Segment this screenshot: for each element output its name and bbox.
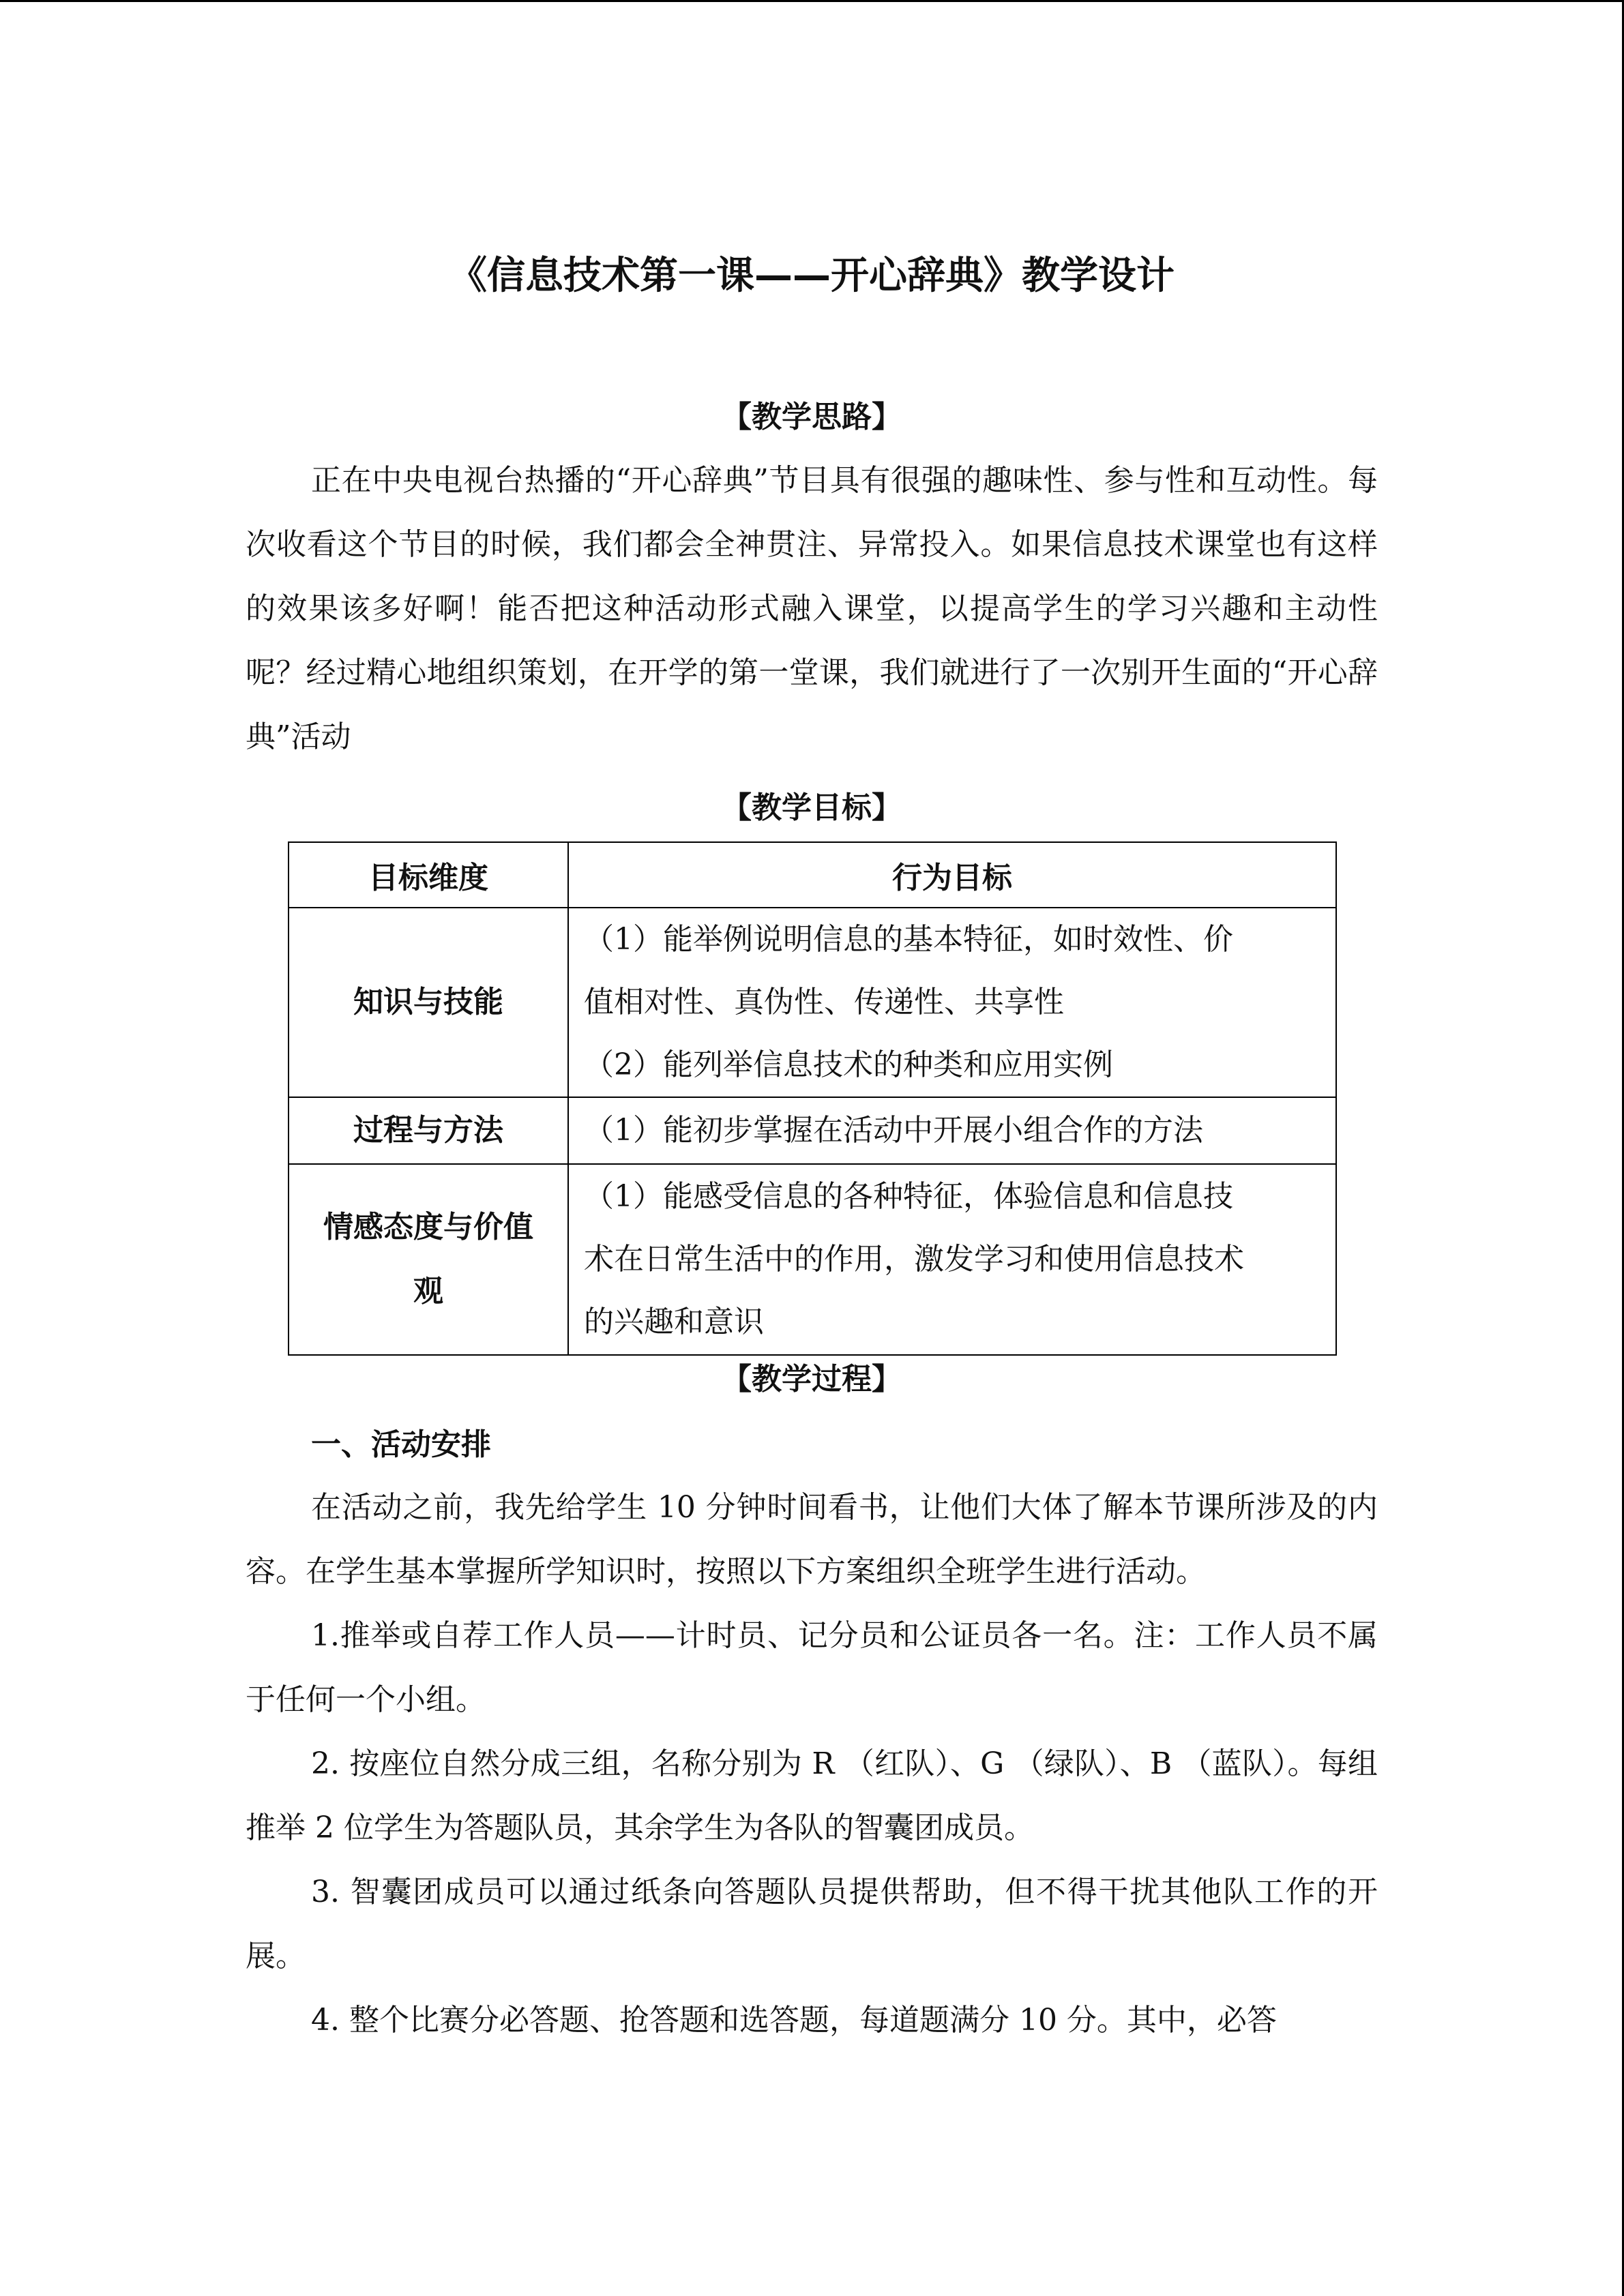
table-row — [289, 1097, 1336, 1164]
behavior-line: 术在日常生活中的作用，激发学习和使用信息技术 — [584, 1242, 1244, 1277]
behavior-line: （2）能列举信息技术的种类和应用实例 — [584, 1047, 1113, 1082]
behavior-cell — [568, 1164, 1336, 1355]
behavior-line: （1）能举例说明信息的基本特征，如时效性、价 — [584, 922, 1233, 957]
dimension-cell: 过程与方法 — [289, 1097, 568, 1164]
behavior-line: 的兴趣和意识 — [584, 1304, 764, 1339]
behavior-line: （1）能感受信息的各种特征，体验信息和信息技 — [584, 1179, 1233, 1214]
page-border-top — [0, 0, 1624, 2]
behavior-cell — [568, 908, 1336, 1097]
process-paragraph: 1.推举或自荐工作人员——计时员、记分员和公证员各一名。注：工作人员不属于任何一个小组。 — [246, 1618, 1378, 1717]
behavior-cell — [568, 1097, 1336, 1164]
document-title: 《信息技术第一课——开心辞典》教学设计 — [449, 254, 1175, 298]
behavior-line: （1）能初步掌握在活动中开展小组合作的方法 — [584, 1113, 1203, 1148]
approach-paragraph: 正在中央电视台热播的“开心辞典”节目具有很强的趣味性、参与性和互动性。每次收看这个节目的时候，我们都会全神贯注、异常投入。如果信息技术课堂也有这样的效果该多好啊！能否把这种活动形式融入课堂，以提高学生的学习兴趣和主动性呢？经过精心地组织策划，在开学的第一堂课，我们就进行了一次别开生面的“开心辞典”活动 — [246, 463, 1378, 754]
process-paragraph: 在活动之前，我先给学生 10 分钟时间看书，让他们大体了解本节课所涉及的内容。在学生基本掌握所学知识时，按照以下方案组织全班学生进行活动。 — [246, 1490, 1378, 1589]
process-paragraph: 2. 按座位自然分成三组，名称分别为 R （红队）、G （绿队）、B （蓝队）。每组推举 2 位学生为答题队员，其余学生为各队的智囊团成员。 — [246, 1746, 1378, 1845]
column-header-behavior: 行为目标 — [568, 842, 1336, 908]
goals-table — [288, 841, 1337, 1356]
section-heading-process: 【教学过程】 — [722, 1362, 902, 1397]
dimension-line: 观 — [413, 1274, 443, 1309]
dimension-cell — [289, 1164, 568, 1355]
process-paragraph: 3. 智囊团成员可以通过纸条向答题队员提供帮助，但不得干扰其他队工作的开展。 — [246, 1875, 1378, 1973]
behavior-line: 值相对性、真伪性、传递性、共享性 — [584, 985, 1064, 1019]
section-heading-goals: 【教学目标】 — [722, 790, 902, 825]
dimension-line: 情感态度与价值 — [323, 1210, 533, 1244]
table-row — [289, 908, 1336, 1097]
process-paragraph: 4. 整个比赛分必答题、抢答题和选答题，每道题满分 10 分。其中，必答 — [311, 2003, 1277, 2038]
section-heading-approach: 【教学思路】 — [722, 400, 902, 434]
column-header-dimension: 目标维度 — [289, 842, 568, 908]
goals-table-header-row — [289, 842, 1336, 908]
table-row — [289, 1164, 1336, 1355]
dimension-cell: 知识与技能 — [289, 908, 568, 1097]
process-subheading: 一、活动安排 — [311, 1427, 491, 1462]
